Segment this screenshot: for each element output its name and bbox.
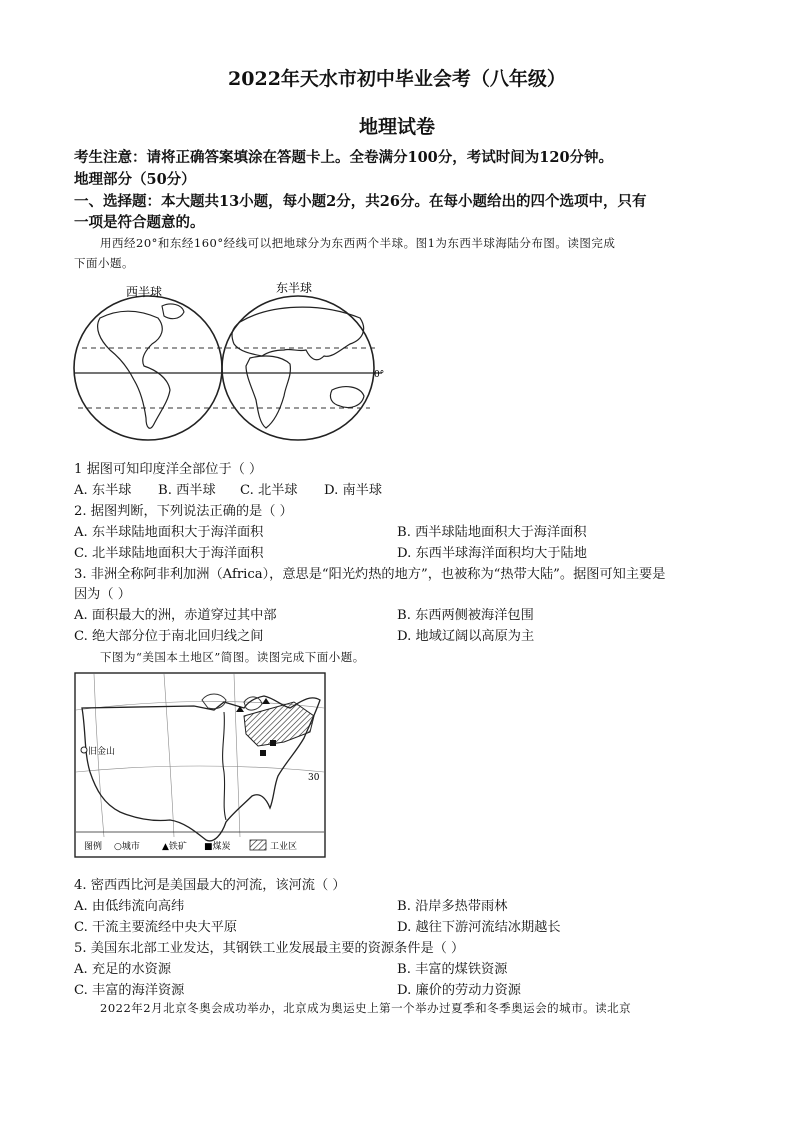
east-hemisphere-label: 东半球 bbox=[276, 281, 313, 295]
legend-city: ○城市 bbox=[114, 842, 140, 852]
city-marker bbox=[81, 747, 87, 753]
q1-option-a[interactable]: A. 东半球 bbox=[74, 483, 132, 498]
east-hemisphere-outline bbox=[222, 296, 374, 440]
question-2: 2. 据图判断，下列说法正确的是（ ） bbox=[74, 504, 293, 519]
q4-option-a[interactable]: A. 由低纬流向高纬 bbox=[74, 899, 185, 914]
question-4: 4. 密西西比河是美国最大的河流，该河流（ ） bbox=[74, 878, 346, 893]
section-heading: 一、选择题：本大题共13小题，每小题2分，共26分。在每小题给出的四个选项中，只有 bbox=[74, 193, 647, 210]
question-1: 1 据图可知印度洋全部位于（ ） bbox=[74, 462, 263, 477]
q5-option-b[interactable]: B. 丰富的煤铁资源 bbox=[397, 962, 508, 977]
q5-option-d[interactable]: D. 廉价的劳动力资源 bbox=[397, 983, 521, 998]
legend-iron: ▲铁矿 bbox=[162, 842, 187, 852]
question-5: 5. 美国东北部工业发达，其钢铁工业发展最主要的资源条件是（ ） bbox=[74, 941, 465, 956]
intro-text: 用西经20°和东经160°经线可以把地球分为东西两个半球。图1为东西半球海陆分布图。读图完成 bbox=[100, 236, 616, 250]
q3-option-d[interactable]: D. 地域辽阔以高原为主 bbox=[397, 629, 535, 644]
q2-option-c[interactable]: C. 北半球陆地面积大于海洋面积 bbox=[74, 546, 264, 561]
usa-map bbox=[74, 672, 326, 858]
q3-option-a[interactable]: A. 面积最大的洲，赤道穿过其中部 bbox=[74, 608, 277, 623]
coal-marker bbox=[260, 750, 266, 756]
page-title: 2022年天水市初中毕业会考（八年级） bbox=[228, 68, 566, 90]
latitude-label: 30 bbox=[308, 773, 320, 783]
q3-option-b[interactable]: B. 东西两侧被海洋包围 bbox=[397, 608, 534, 623]
q1-option-c[interactable]: C. 北半球 bbox=[240, 483, 298, 498]
legend-industrial: 工业区 bbox=[270, 842, 298, 852]
q4-option-c[interactable]: C. 干流主要流经中央大平原 bbox=[74, 920, 238, 935]
part-heading: 地理部分（50分） bbox=[74, 171, 196, 188]
page-subtitle: 地理试卷 bbox=[358, 116, 435, 138]
legend-industrial-swatch bbox=[250, 840, 266, 850]
coal-marker bbox=[270, 740, 276, 746]
q3-option-c[interactable]: C. 绝大部分位于南北回归线之间 bbox=[74, 629, 264, 644]
west-hemisphere-label: 西半球 bbox=[126, 285, 163, 299]
hemisphere-map bbox=[70, 278, 390, 443]
legend-title: 图例 bbox=[84, 842, 103, 852]
q2-option-a[interactable]: A. 东半球陆地面积大于海洋面积 bbox=[74, 525, 264, 540]
intro-text-3: 2022年2月北京冬奥会成功举办，北京成为奥运史上第一个举办过夏季和冬季奥运会的城市。读北京 bbox=[100, 1001, 632, 1015]
q5-option-c[interactable]: C. 丰富的海洋资源 bbox=[74, 983, 185, 998]
intro-text-2: 下图为“美国本土地区”简图。读图完成下面小题。 bbox=[100, 650, 365, 664]
q1-option-b[interactable]: B. 西半球 bbox=[158, 483, 216, 498]
q2-option-b[interactable]: B. 西半球陆地面积大于海洋面积 bbox=[397, 525, 587, 540]
city-label: 旧金山 bbox=[88, 747, 116, 757]
section-heading-continued: 一项是符合题意的。 bbox=[74, 214, 205, 231]
question-3: 3. 非洲全称阿非利加洲（Africa），意思是“阳光灼热的地方”，也被称为“热带大陆”。据图可知主要是 bbox=[74, 567, 666, 582]
eurasia-africa-land bbox=[232, 307, 364, 360]
q1-option-d[interactable]: D. 南半球 bbox=[324, 483, 383, 498]
equator-label: 0° bbox=[374, 370, 385, 380]
q2-option-d[interactable]: D. 东西半球海洋面积均大于陆地 bbox=[397, 546, 587, 561]
americas-land bbox=[98, 311, 170, 428]
q4-option-b[interactable]: B. 沿岸多热带雨林 bbox=[397, 899, 508, 914]
legend-coal: ■煤炭 bbox=[204, 842, 231, 852]
question-3-continued: 因为（ ） bbox=[74, 587, 131, 602]
exam-notice: 考生注意：请将正确答案填涂在答题卡上。全卷满分100分，考试时间为120分钟。 bbox=[74, 149, 614, 166]
intro-text-continued: 下面小题。 bbox=[74, 256, 134, 270]
q4-option-d[interactable]: D. 越往下游河流结冰期越长 bbox=[397, 920, 561, 935]
q5-option-a[interactable]: A. 充足的水资源 bbox=[74, 962, 172, 977]
